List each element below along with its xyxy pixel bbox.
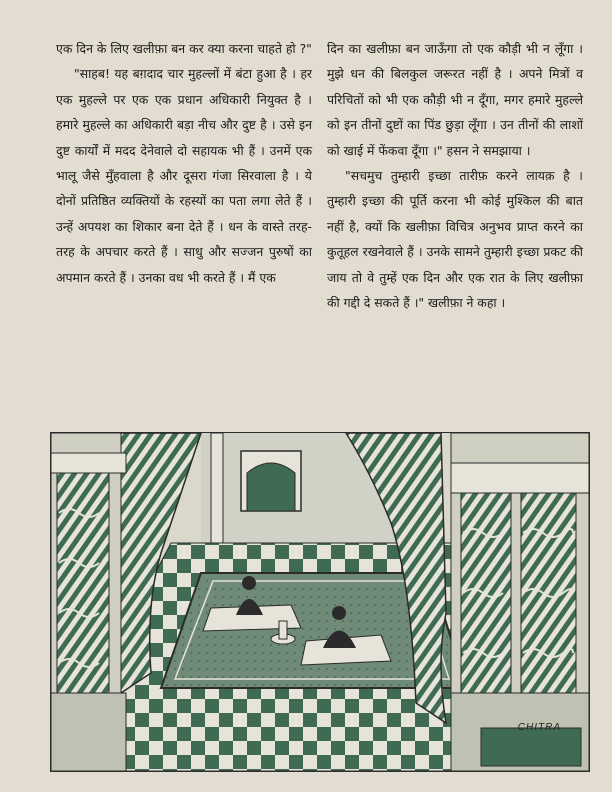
palace-illustration bbox=[50, 432, 590, 772]
text-column-right bbox=[327, 36, 583, 315]
paragraph: "सचमुच तुम्हारी इच्छा तारीफ़ करने लायक़ है । तुम्हारी इच्छा की पूर्ति करना भी कोई मुश्किल की बात नहीं है, क्यों कि खलीफ़ा विचित्र अनुभव प्राप्त करने का कुतूहल रखनेवाले हैं । उनके सामने तुम्हारी इच्छा प्रकट की जाय तो वे तुम्हें एक दिन और एक रात के लिए खलीफ़ा की गद्दी दे सकते हैं ।" खलीफ़ा ने कहा । bbox=[327, 168, 583, 311]
paragraph: दिन का खलीफ़ा बन जाऊँगा तो एक कौड़ी भी न लूँगा । मुझे धन की बिलकुल जरूरत नहीं है । अपने मित्रों व परिचितों को भी एक कौड़ी भी न दूँगा, मगर हमारे मुहल्ले को इन तीनों दुष्टों का पिंड छुड़ा लूँगा । उन तीनों की लाशों को खाई में फेंकवा दूँगा ।" हसन ने समझाया । bbox=[327, 41, 583, 158]
paragraph: "साहब! यह बग़दाद चार मुहल्लों में बंटा हुआ है । हर एक मुहल्ले पर एक एक प्रधान अधिकारी नियुक्त है । हमारे मुहल्ले का अधिकारी बड़ा नीच और दुष्ट है । उसे इन दुष्ट कार्यों में मदद देनेवाले दो सहायक भी हैं । उनमें एक भालू जैसे मुँहवाला है और दूसरा गंजा सिरवाला है । ये दोनों प्रतिष्ठित व्यक्तियों के रहस्यों का पता लगा लेते हैं । उन्हें अपयश का शिकार बना देते हैं । धन के वास्ते तरह-तरह के अपचार करते हैं । साधु और सज्जन पुरुषों का अपमान करते हैं । उनका वध भी करते हैं । मैं एक bbox=[56, 66, 312, 285]
artist-signature: CHITRA bbox=[517, 722, 561, 733]
palace-scene-drawing bbox=[51, 433, 589, 771]
text-column-left bbox=[56, 36, 312, 290]
paragraph: एक दिन के लिए खलीफ़ा बन कर क्या करना चाहते हो ?" bbox=[56, 41, 312, 56]
